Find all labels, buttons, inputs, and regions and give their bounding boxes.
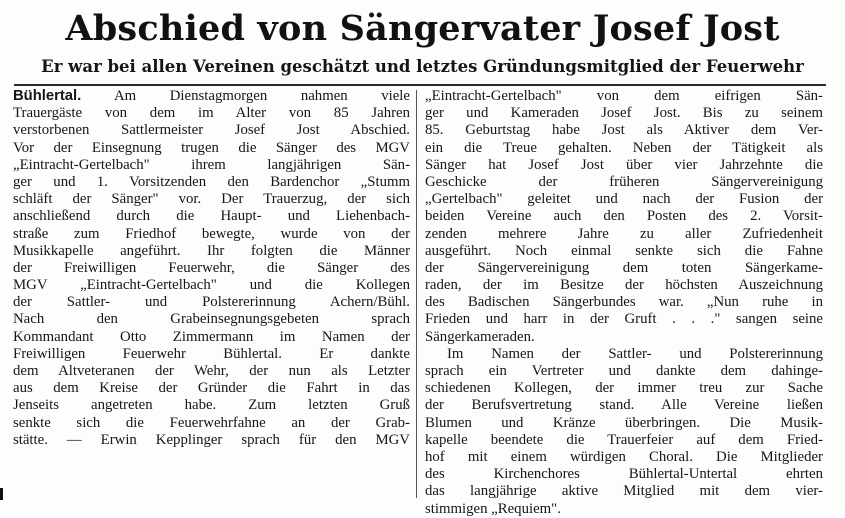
article-line: schläft der Sänger" vor. Der Trauerzug, der sich bbox=[13, 191, 410, 208]
article-line: schiedenen Kollegen, der immer treu zur Sache bbox=[425, 380, 823, 397]
article-line: ein die Treue gehalten. Neben der Tätigkeit als bbox=[425, 139, 823, 156]
article-line: Vor der Einsegnung trugen die Sänger des MGV bbox=[13, 139, 410, 156]
article-line: aus dem Kreise der Gründer die Fahrt in das bbox=[13, 380, 410, 397]
article-line: stimmigen „Requiem". bbox=[425, 500, 561, 517]
article-line-text: Am Dienstagmorgen nahmen viele bbox=[81, 88, 410, 104]
article-line: des Kirchenchores Bühlertal-Untertal ehrten bbox=[425, 466, 823, 483]
article-line: Frieden und harr in der Gruft . . ." sangen seine bbox=[425, 311, 823, 328]
article-line: straße zum Friedhof bewegte, wurde von der bbox=[13, 225, 410, 242]
article-line: kapelle beendete die Trauerfeier auf dem Fried- bbox=[425, 431, 823, 448]
article-line: MGV „Eintracht-Gertelbach" und die Kollegen bbox=[13, 277, 410, 294]
article-column-right bbox=[425, 88, 823, 518]
article-line: der Berufsvertretung stand. Alle Vereine ließen bbox=[425, 397, 823, 414]
article-line: „Eintracht-Gertelbach" ihrem langjährigen Sän- bbox=[13, 156, 410, 173]
article-line: Freiwilligen Feuerwehr Bühlertal. Er dankte bbox=[13, 345, 410, 362]
column-divider bbox=[416, 90, 417, 498]
article-line: Nach den Grabeinsegnungsgebeten sprach bbox=[13, 311, 410, 328]
article-column-left bbox=[13, 88, 410, 449]
article-line: der Sattler- und Polstererinnung Achern/Bühl. bbox=[13, 294, 410, 311]
article-line: beiden Vereine auch den Posten des 2. Vorsit- bbox=[425, 208, 823, 225]
scan-edge-mark bbox=[0, 488, 3, 500]
dateline: Bühlertal. bbox=[13, 88, 82, 104]
article-line: raden, der im Besitze der höchsten Auszeichnung bbox=[425, 277, 823, 294]
headline-rule bbox=[14, 84, 826, 86]
article-line: ausgeführt. Noch einmal senkte sich die Fahne bbox=[425, 242, 823, 259]
article-line: der Sängervereinigung dem toten Sängerkame- bbox=[425, 259, 823, 276]
article-line: Sängerkameraden. bbox=[425, 328, 535, 345]
article-line: Blumen und Kränze überbringen. Die Musik- bbox=[425, 414, 823, 431]
article-line: anschließend durch die Haupt- und Liehenbach- bbox=[13, 208, 410, 225]
article-line: Geschicke der früheren Sängervereinigung bbox=[425, 173, 823, 190]
article-line: stätte. — Erwin Kepplinger sprach für den MGV bbox=[13, 431, 410, 448]
article-line: ger und Kameraden Josef Jost. Bis zu seinem bbox=[425, 105, 823, 122]
article-line: Sänger hat Josef Jost über vier Jahrzehnte die bbox=[425, 156, 823, 173]
article-line: senkte sich die Feuerwehrfahne an der Grab- bbox=[13, 414, 410, 431]
subheadline: Er war bei allen Vereinen geschätzt und letztes Gründungsmitglied der Feuerwehr bbox=[41, 57, 804, 76]
article-line: ger und 1. Vorsitzenden den Bardenchor „Stumm bbox=[13, 173, 410, 190]
article-line: Trauergäste von dem im Alter von 85 Jahren bbox=[13, 105, 410, 122]
article-line: Musikkapelle angeführt. Ihr folgten die Männer bbox=[13, 242, 410, 259]
article-line: Kommandant Otto Zimmermann im Namen der bbox=[13, 328, 410, 345]
article-line: sprach ein Vertreter und dankte dem dahinge- bbox=[425, 363, 823, 379]
article-line: der Freiwilligen Feuerwehr, die Sänger des bbox=[13, 259, 410, 276]
article-line: verstorbenen Sattlermeister Josef Jost Abschied. bbox=[13, 122, 410, 139]
article-line: des Badischen Sängerbundes war. „Nun ruhe in bbox=[425, 294, 823, 311]
article-line: zenden mehrere Jahre zu aller Zufriedenheit bbox=[425, 225, 823, 242]
article-line bbox=[13, 88, 410, 105]
article-line: 85. Geburtstag habe Jost als Aktiver dem Ver- bbox=[425, 122, 823, 139]
headline: Abschied von Sängervater Josef Jost bbox=[65, 8, 780, 49]
article-line: „Gertelbach" geleitet und nach der Fusion der bbox=[425, 191, 823, 208]
article-line: „Eintracht-Gertelbach" von dem eifrigen Sän- bbox=[425, 88, 823, 104]
article-line: Jenseits angetreten habe. Zum letzten Gruß bbox=[13, 397, 410, 414]
article-line: Im Namen der Sattler- und Polstererinnung bbox=[447, 345, 823, 362]
article-line: das langjährige aktive Mitglied mit dem vier- bbox=[425, 483, 823, 500]
article-line: hof mit einem würdigen Choral. Die Mitglieder bbox=[425, 448, 823, 465]
article-line: dem Altveteranen der Wehr, der nun als Letzter bbox=[13, 363, 410, 379]
